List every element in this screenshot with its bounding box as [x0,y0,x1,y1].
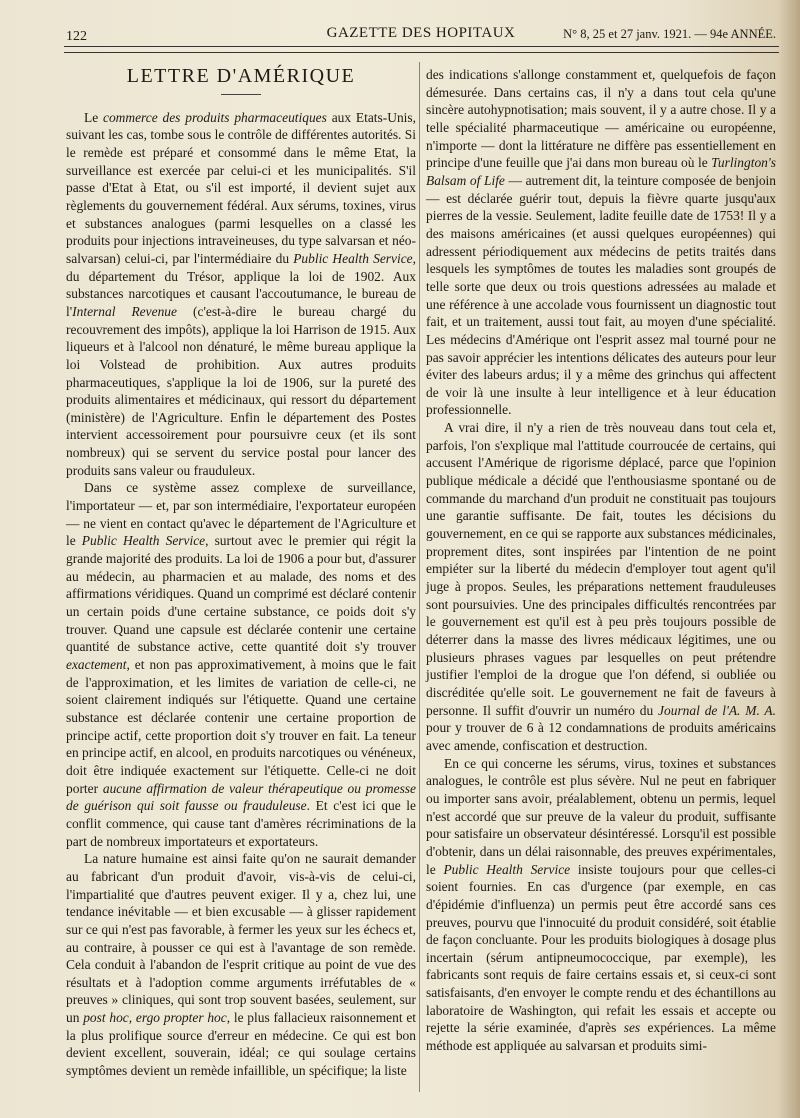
page-spine-shadow [778,0,800,1118]
paragraph: Le commerce des produits pharmaceutiques aux Etats-Unis, suivant les cas, tombe sous le contrôle de différentes autorités. Si le remède est préparé et consommé dans le même Etat, la surveillance est exercée par celui-ci et les municipalités. S'il passe d'Etat à Etat, ou s'il est importé, il devient sujet aux règlements du gouvernement fédéral. Aux sérums, toxines, virus et substances analogues (parmi lesquelles on a classé les produits pour injections intraveineuses, du type salvarsan et néo-salvarsan) celui-ci, par l'intermédiaire du Public Health Service, du département du Trésor, applique la loi de 1902. Aux substances narcotiques et causant l'accoutumance, le bureau de l'Internal Revenue (c'est-à-dire le bureau chargé du recouvrement des impôts), applique la loi Harrison de 1915. Aux liqueurs et à l'alcool non dénaturé, le même bureau applique la loi Volstead de prohibition. Aux autres produits pharmaceutiques, s'applique la loi de 1906, sur la pureté des produits alimentaires et médicinaux, qui ressort du département (ministère) de l'Agriculture. Enfin le département des Postes intervient accessoirement pour poursuivre ceux (et ils sont nombreux) qui se servent du service postal pour lancer des produits sans valeur ou frauduleux. [66,109,417,478]
header-rule-bottom [64,52,779,53]
journal-title: GAZETTE DES HOPITAUX [326,25,516,41]
issue-info: N° 8, 25 et 27 janv. 1921. — 94e ANNÉE. [563,27,776,41]
italic-text: Internal Revenue [72,303,177,319]
paragraph: des indications s'allonge constamment et, quelquefois de façon démesurée. Dans certains cas, il n'y a dans tout cela qu'une sincère autohypnotisation; mais souvent, il y a autre chose. Il y a telle spécialité pharmaceutique — américaine ou européenne, n'importe — dont la littérature ne diffère pas essentiellement en principe d'une feuille que j'ai dans mon bureau où le Turlington's Balsam of Life — autrement dit, la teinture composée de benjoin — est déclarée guérir tout, depuis la fièvre quarte jusqu'aux pierres de la vessie. Seulement, ladite feuille date de 1753! Il y a des maisons américaines (et aussi quelques européennes) qui adressent périodiquement aux médecins de petits traités dans lesquels les symptômes de toutes les maladies sont groupés de telle sorte que deux ou trois questions adressées au malade et une référence à une accolade vous fournissent un diagnostic tout fait, et un traitement, aussi tout fait, au moyen d'une spécialité. Les médecins d'Amérique ont l'esprit assez mal tourné pour ne pas savoir apprécier les intentions délicates des auteurs pour leur éviter des labeurs ardus; il y a même des grinchus qui affectent de voir là une insulte à leur intelligence et à leur éducation professionnelle. [426,67,776,418]
italic-text: aucune affirmation de valeur thérapeutique ou promesse de guérison qui soit fausse ou frauduleuse [66,780,416,814]
italic-text: commerce des produits pharmaceutiques [102,109,327,125]
running-header [66,25,776,47]
left-column [66,66,416,1080]
italic-text: Public Health Service [81,533,206,549]
page-number: 122 [66,29,87,44]
right-column [426,66,776,1055]
italic-text: Public Health Service [443,861,571,877]
paragraph: Dans ce système assez complexe de surveillance, l'importateur — et, par son intermédiaire, l'exportateur européen — ne vient en contact qu'avec le département de l'Agriculture et le Public Health Service, surtout avec le premier qui régit la grande majorité des produits. La loi de 1906 a pour but, d'assurer au médecin, au pharmacien et au malade, des noms et des affirmations véridiques. Quand un comprimé est déclaré contenir un certain poids d'une certaine substance, ce poids doit s'y trouver. Quand une capsule est déclarée contenir une certaine quantité de substance active, cette quantité doit s'y trouver exactement, et non pas approximativement, à moins que le fait de l'approximation, et les limites de variation de celle-ci, ne soient clairement indiqués sur l'étiquette. Quand une certaine substance est déclarée contenir une certaine proportion de principe actif, cette proportion doit s'y trouver en fait. La teneur en principe actif, en alcool, en produits narcotiques ou vénéneux, doit être indiquée exactement sur l'étiquette. Celle-ci ne doit porter aucune affirmation de valeur thérapeutique ou promesse de guérison qui soit fausse ou frauduleuse. Et c'est ici que le conflit commence, qui cause tant d'amères récriminations de la part de nombreux importateurs et exportateurs. [66,480,416,849]
header-rule-top [64,46,779,47]
column-divider [419,62,420,1092]
paragraph: En ce qui concerne les sérums, virus, toxines et substances analogues, le contrôle est plus sévère. Nul ne peut en fabriquer ou importer sans avoir, préalablement, obtenu un permis, lequel n'est accordé que sur preuve de la valeur du produit, suffisante pour satisfaire un observateur désintéressé. Lorsqu'il est possible d'obtenir, dans un délai raisonnable, des preuves expérimentales, le Public Health Service insiste toujours pour que celles-ci soient fournies. En cas d'urgence (par exemple, en cas d'épidémie d'influenza) un permis peut être accordé sans ces preuves, pourvu que l'innocuité du produit considéré, soit établie de façon concluante. Pour les produits biologiques à dosage plus incertain (sérum antipneumococcique, par exemple), les fabricants sont requis de faire certains essais et, si ceux-ci sont satisfaisants, d'en envoyer le compte rendu et des échantillons au laboratoire de Washington, qui refait les essais et accepte ou rejette la série examinée, d'après ses expériences. La même méthode est appliquée au salvarsan et produits simi- [426,755,777,1054]
right-column-body [426,66,776,1055]
italic-text: post hoc, ergo propter hoc [83,1010,227,1026]
article-title: LETTRE D'AMÉRIQUE [126,65,356,87]
italic-text: Journal de l'A. M. A. [658,702,776,718]
paragraph: La nature humaine est ainsi faite qu'on ne saurait demander au fabricant d'un produit d'avoir, vis-à-vis de celui-ci, l'impartialité que d'autres peuvent exiger. Il y a, chez lui, une tendance inévitable — et bien excusable — à glisser rapidement sur ce qui n'est pas favorable, à fermer les yeux sur les échecs et, au contraire, à pousser ce qui est à l'avantage de son remède. Cela conduit à l'abandon de l'esprit critique au point de vue des résultats et à l'adoption comme arguments irréfutables de « preuves » cliniques, qui sont trop souvent basées, seulement, sur un post hoc, ergo propter hoc, le plus fallacieux raisonnement et la plus prolifique source d'erreur en médecine. Ce qui est bon devient excellent, souverain, idéal; ce qui soulage certains symptômes devient un remède infaillible, un spécifique; la liste [66,851,417,1079]
title-divider [221,94,261,95]
italic-text: Turlington's Balsam of Life [426,155,776,188]
italic-text: exactement [66,657,127,672]
italic-text: ses [623,1020,641,1036]
italic-text: Public Health Service [293,250,413,266]
left-column-body [66,109,416,1080]
paragraph: A vrai dire, il n'y a rien de très nouveau dans tout cela et, parfois, l'on s'explique mal l'attitude courroucée de certains, qui accusent l'Amérique de rigorisme déplacé, parce que l'opinion publique médicale a décidé que l'enthousiasme spontané ou de commande du marchand d'un produit ne constituait pas toujours une garantie suffisante. De fait, toutes les décisions du gouvernement, en ce qui se rapporte aux substances médicinales, proprement dites, sont inspirées par l'intention de ne point empiéter sur la liberté du médecin d'employer tout agent qu'il juge à propos. Seules, les préparations nettement frauduleuses sont poursuivies. Une des principales difficultés rencontrées par le gouvernement est qu'il est à peu près toujours possible de déterrer dans la masse des livres médicaux légitimes, une ou plusieurs phrases vagues par lesquelles on peut prétendre justifier l'emploi de la drogue que l'on défend, si oubliée ou discréditée qu'elle soit. Le gouvernement ne fait de faveurs à personne. Il suffit d'ouvrir un numéro du Journal de l'A. M. A. pour y trouver de 6 à 12 condamnations de produits américains avec amende, confiscation et destruction. [426,420,776,753]
